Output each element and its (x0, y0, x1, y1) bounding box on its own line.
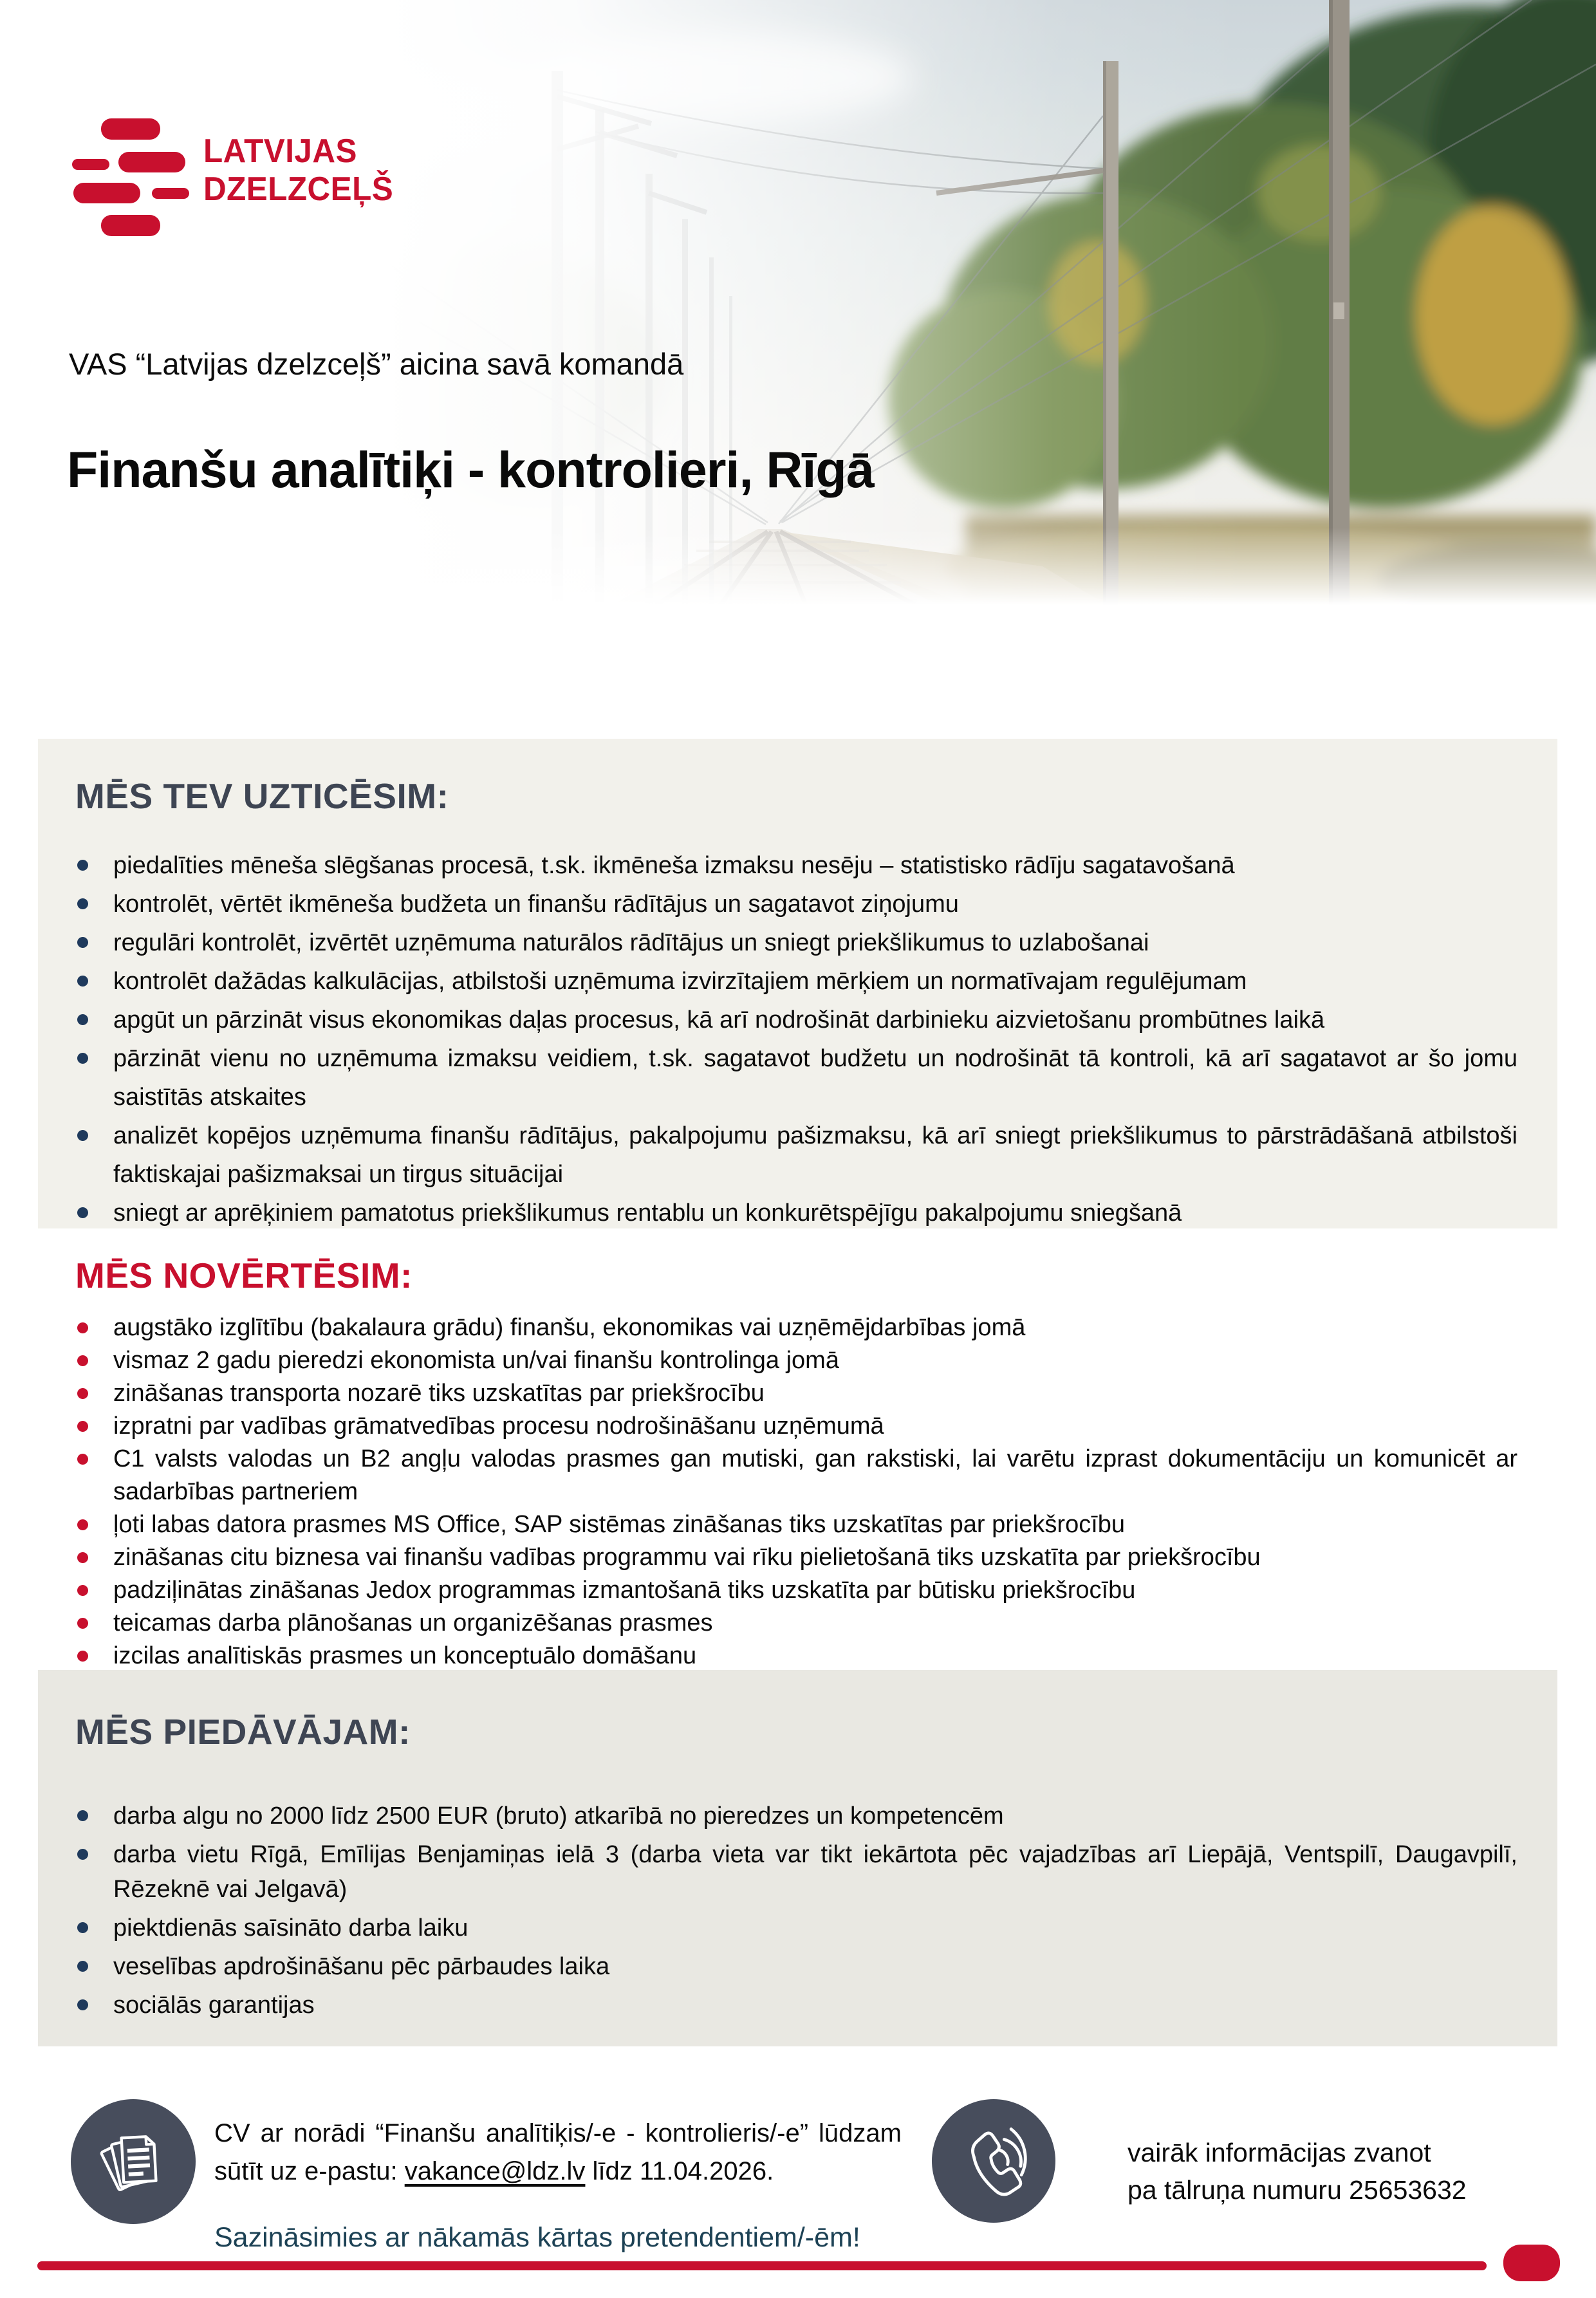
bottom-divider-line (37, 2261, 1487, 2270)
list-item: darba vietu Rīgā, Emīlijas Benjamiņas ielā 3 (darba vieta var tikt iekārtota pēc vajadzības arī Liepājā, Ventspilī, Daugavpilī, Rēzeknē vai Jelgavā) (75, 1837, 1517, 1907)
list-item: augstāko izglītību (bakalaura grādu) finanšu, ekonomikas vai uzņēmējdarbības jomā (75, 1311, 1517, 1344)
section-piedavajam (38, 1670, 1557, 2046)
list-item: vismaz 2 gadu pieredzi ekonomista un/vai finanšu kontrolinga jomā (75, 1344, 1517, 1377)
bottom-divider-pill (1503, 2245, 1560, 2281)
list-item: apgūt un pārzināt visus ekonomikas daļas procesus, kā arī nodrošināt darbinieku aizvietošanu prombūtnes laikā (75, 1001, 1517, 1039)
phone-icon-circle (932, 2099, 1055, 2223)
list-item: C1 valsts valodas un B2 angļu valodas prasmes gan mutiski, gan rakstiski, lai varētu izprast dokumentāciju un komunicēt ar sadarbības partneriem (75, 1443, 1517, 1508)
company-logo (72, 117, 404, 239)
logo-wordmark (203, 133, 393, 208)
page-title: Finanšu analītiķi - kontrolieri, Rīgā (67, 441, 874, 498)
list-item: darba algu no 2000 līdz 2500 EUR (bruto) atkarībā no pieredzes un kompetencēm (75, 1799, 1517, 1833)
section-piedavajam-heading: MĒS PIEDĀVĀJAM: (75, 1712, 411, 1752)
ldz-logo-icon (72, 117, 189, 239)
header-photo (0, 0, 1596, 605)
list-item: sociālās garantijas (75, 1988, 1517, 2023)
list-item: padziļinātas zināšanas Jedox programmas izmantošanā tiks uzskatīta par būtisku priekšrocību (75, 1574, 1517, 1607)
phone-info-line1: vairāk informācijas zvanot (1127, 2138, 1431, 2167)
list-item: piektdienās saīsināto darba laiku (75, 1911, 1517, 1945)
section-uzticesim-heading: MĒS TEV UZTICĒSIM: (75, 776, 449, 816)
section-novertesim-list (75, 1311, 1517, 1673)
list-item: veselības apdrošināšanu pēc pārbaudes laika (75, 1949, 1517, 1984)
documents-icon (89, 2118, 177, 2205)
list-item: kontrolēt, vērtēt ikmēneša budžeta un finanšu rādītājus un sagatavot ziņojumu (75, 885, 1517, 923)
railway-photo-illustration (0, 0, 1596, 605)
email-link[interactable]: vakance@ldz.lv (404, 2157, 586, 2185)
phone-info-line2: pa tālruņa numuru 25653632 (1127, 2175, 1467, 2205)
list-item: zināšanas transporta nozarē tiks uzskatītas par priekšrocību (75, 1377, 1517, 1410)
followup-note: Sazināsimies ar nākamās kārtas pretendentiem/-ēm! (214, 2222, 860, 2253)
documents-icon-circle (71, 2099, 196, 2224)
list-item: zināšanas citu biznesa vai finanšu vadības programmu vai rīku pielietošanā tiks uzskatīta par priekšrocību (75, 1541, 1517, 1574)
logo-line2: DZELZCEĻŠ (203, 171, 394, 208)
cv-text-before: CV ar norādi “Finanšu analītiķis/-e - kontrolieris/-e” lūdzam sūtīt uz e-pastu: (214, 2119, 902, 2185)
section-uzticesim (38, 739, 1557, 1228)
list-item: ļoti labas datora prasmes MS Office, SAP sistēmas zināšanas tiks uzskatītas par priekšrocību (75, 1508, 1517, 1541)
section-novertesim (38, 1255, 1557, 1670)
section-uzticesim-list (75, 846, 1517, 1232)
phone-info (1127, 2134, 1467, 2209)
list-item: piedalīties mēneša slēgšanas procesā, t.sk. ikmēneša izmaksu nesēju – statistisko rādīju sagatavošanā (75, 846, 1517, 885)
list-item: izcilas analītiskās prasmes un konceptuālo domāšanu (75, 1640, 1517, 1673)
list-item: teicamas darba plānošanas un organizēšanas prasmes (75, 1607, 1517, 1640)
list-item: kontrolēt dažādas kalkulācijas, atbilstoši uzņēmuma izvirzītajiem mērķiem un normatīvajam regulējumam (75, 962, 1517, 1001)
section-novertesim-heading: MĒS NOVĒRTĒSIM: (75, 1256, 413, 1295)
cv-instructions (214, 2115, 902, 2191)
cv-text-after: līdz 11.04.2026. (585, 2157, 774, 2185)
section-piedavajam-list (75, 1799, 1517, 2023)
list-item: regulāri kontrolēt, izvērtēt uzņēmuma naturālos rādītājus un sniegt priekšlikumus to uzlabošanai (75, 923, 1517, 962)
list-item: pārzināt vienu no uzņēmuma izmaksu veidiem, t.sk. sagatavot budžetu un nodrošināt tā kontroli, kā arī sagatavot ar šo jomu saistītās atskaites (75, 1039, 1517, 1117)
list-item: sniegt ar aprēķiniem pamatotus priekšlikumus rentablu un konkurētspējīgu pakalpojumu sniegšanā (75, 1194, 1517, 1232)
header-subtitle: VAS “Latvijas dzelzceļš” aicina savā komandā (69, 347, 684, 381)
phone-icon (951, 2118, 1037, 2204)
list-item: analizēt kopējos uzņēmuma finanšu rādītājus, pakalpojumu pašizmaksu, kā arī sniegt priekšlikumus to pārstrādāšanā atbilstoši faktiskajai pašizmaksai un tirgus situācijai (75, 1117, 1517, 1194)
logo-line1: LATVIJAS (203, 133, 357, 170)
list-item: izpratni par vadības grāmatvedības procesu nodrošināšanu uzņēmumā (75, 1410, 1517, 1443)
